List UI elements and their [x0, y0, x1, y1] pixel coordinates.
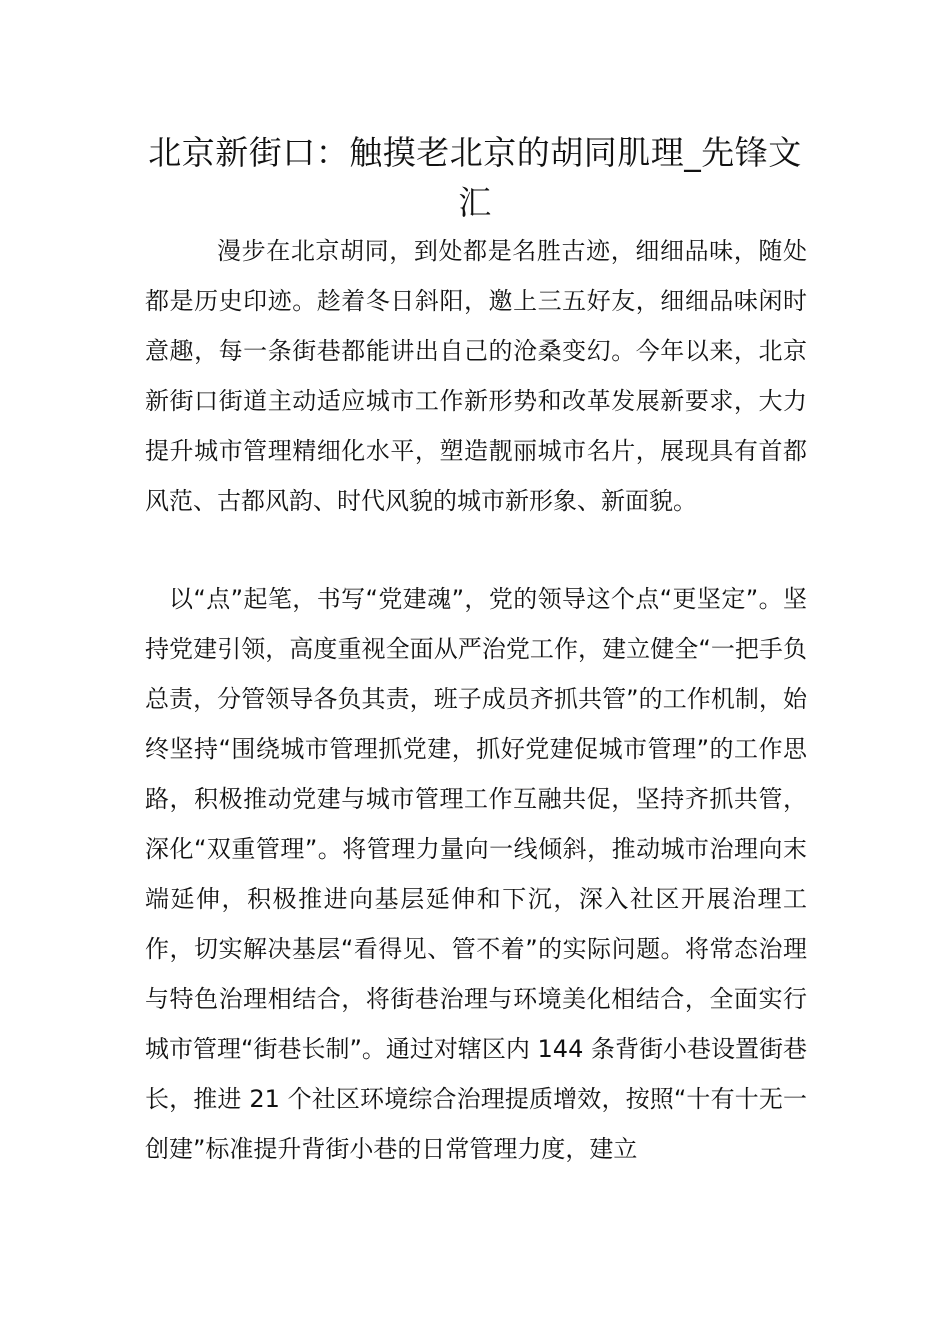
- paragraph-intro: 漫步在北京胡同，到处都是名胜古迹，细细品味，随处都是历史印迹。趁着冬日斜阳，邀上三五好友，细细品味闲时意趣，每一条街巷都能讲出自己的沧桑变幻。今年以来，北京新街口街道主动适应城市工作新形势和改革发展新要求，大力提升城市管理精细化水平，塑造靓丽城市名片，展现具有首都风范、古都风韵、时代风貌的城市新形象、新面貌。: [145, 237, 807, 515]
- document-title: 北京新街口：触摸老北京的胡同肌理_先锋文汇: [148, 133, 802, 222]
- paragraph-party-building: 以“点”起笔，书写“党建魂”，党的领导这个点“更坚定”。坚持党建引领，高度重视全面从严治党工作，建立健全“一把手负总责，分管领导各负其责，班子成员齐抓共管”的工作机制，始终坚持“围绕城市管理抓党建，抓好党建促城市管理”的工作思路，积极推动党建与城市管理工作互融共促，坚持齐抓共管，深化“双重管理”。将管理力量向一线倾斜，推动城市治理向末端延伸，积极推进向基层延伸和下沉，深入社区开展治理工作，切实解决基层“看得见、管不着”的实际问题。将常态治理与特色治理相结合，将街巷治理与环境美化相结合，全面实行城市管理“街巷长制”。通过对辖区内 144 条背街小巷设置街巷长，推进 21 个社区环境综合治理提质增效，按照“十有十无一创建”标准提升背街小巷的日常管理力度，建立: [145, 585, 807, 1163]
